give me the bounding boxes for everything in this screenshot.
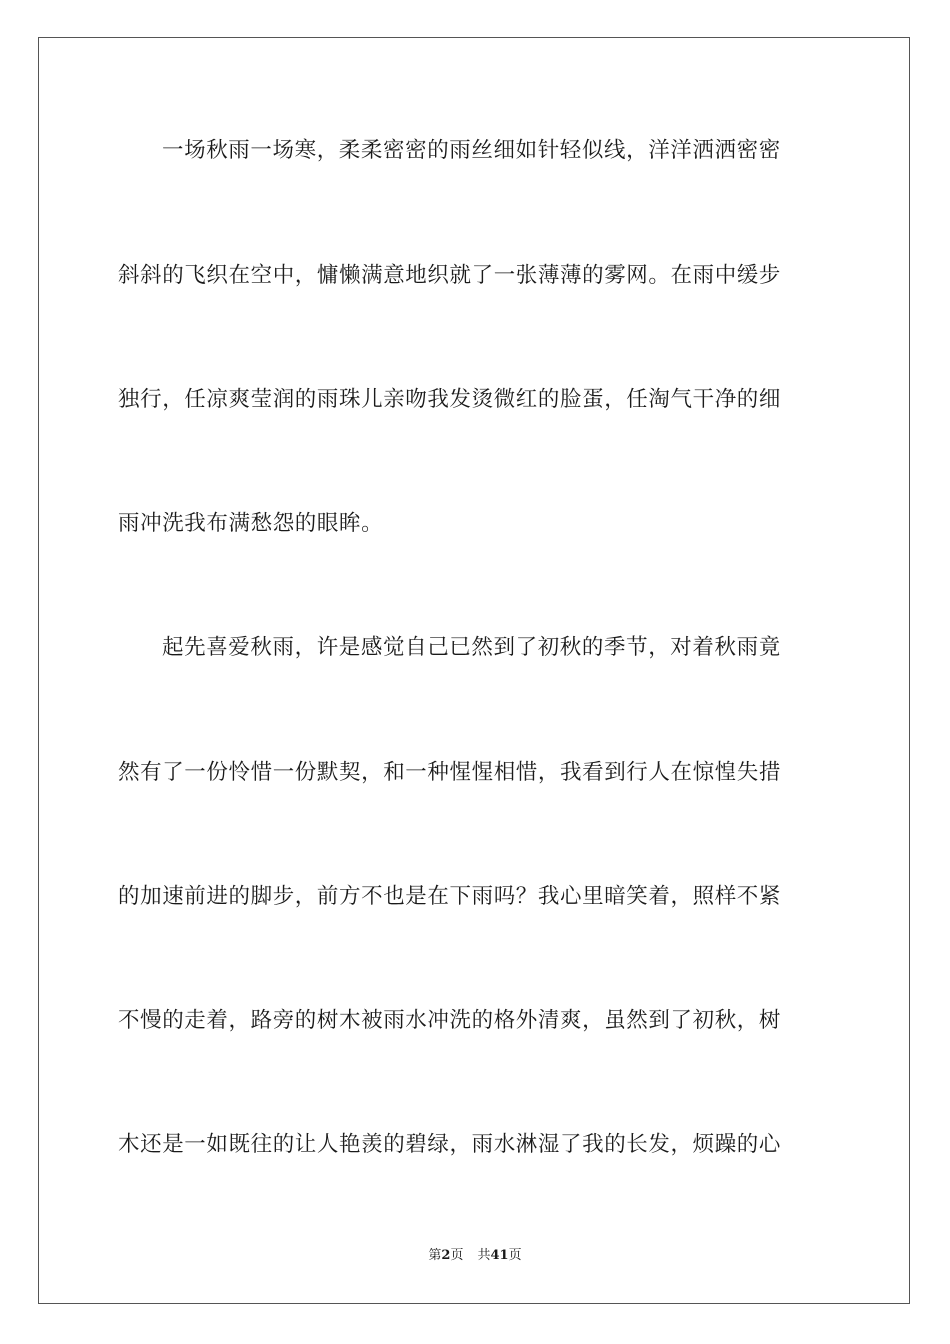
footer-page-prefix: 第 <box>428 1248 442 1263</box>
paragraph-2-line-2: 然有了一份怜惜一份默契，和一种惺惺相惜，我看到行人在惊惶失措 <box>118 760 782 785</box>
footer-total-suffix: 页 <box>508 1248 522 1263</box>
page-footer <box>0 1247 950 1265</box>
paragraph-1-line-4: 雨冲洗我布满愁怨的眼眸。 <box>118 511 384 536</box>
paragraph-1-line-2: 斜斜的飞织在空中，慵懒满意地织就了一张薄薄的雾网。在雨中缓步 <box>118 263 782 288</box>
paragraph-2-line-5: 木还是一如既往的让人艳羡的碧绿，雨水淋湿了我的长发，烦躁的心 <box>118 1132 782 1157</box>
page-border <box>38 37 910 1304</box>
footer-page-number: 2 <box>441 1248 451 1263</box>
paragraph-1-line-1: 一场秋雨一场寒，柔柔密密的雨丝细如针轻似线，洋洋洒洒密密 <box>162 138 781 163</box>
paragraph-2-line-4: 不慢的走着，路旁的树木被雨水冲洗的格外清爽，虽然到了初秋，树 <box>118 1008 782 1033</box>
footer-page-suffix: 页 <box>450 1248 464 1263</box>
footer-total-prefix: 共 <box>477 1248 491 1263</box>
paragraph-2-line-3: 的加速前进的脚步，前方不也是在下雨吗？我心里暗笑着，照样不紧 <box>118 884 782 909</box>
paragraph-2-line-1: 起先喜爱秋雨，许是感觉自己已然到了初秋的季节，对着秋雨竟 <box>162 635 781 660</box>
paragraph-1-line-3: 独行，任凉爽莹润的雨珠儿亲吻我发烫微红的脸蛋，任淘气干净的细 <box>118 387 782 412</box>
footer-total-pages: 41 <box>490 1248 509 1263</box>
